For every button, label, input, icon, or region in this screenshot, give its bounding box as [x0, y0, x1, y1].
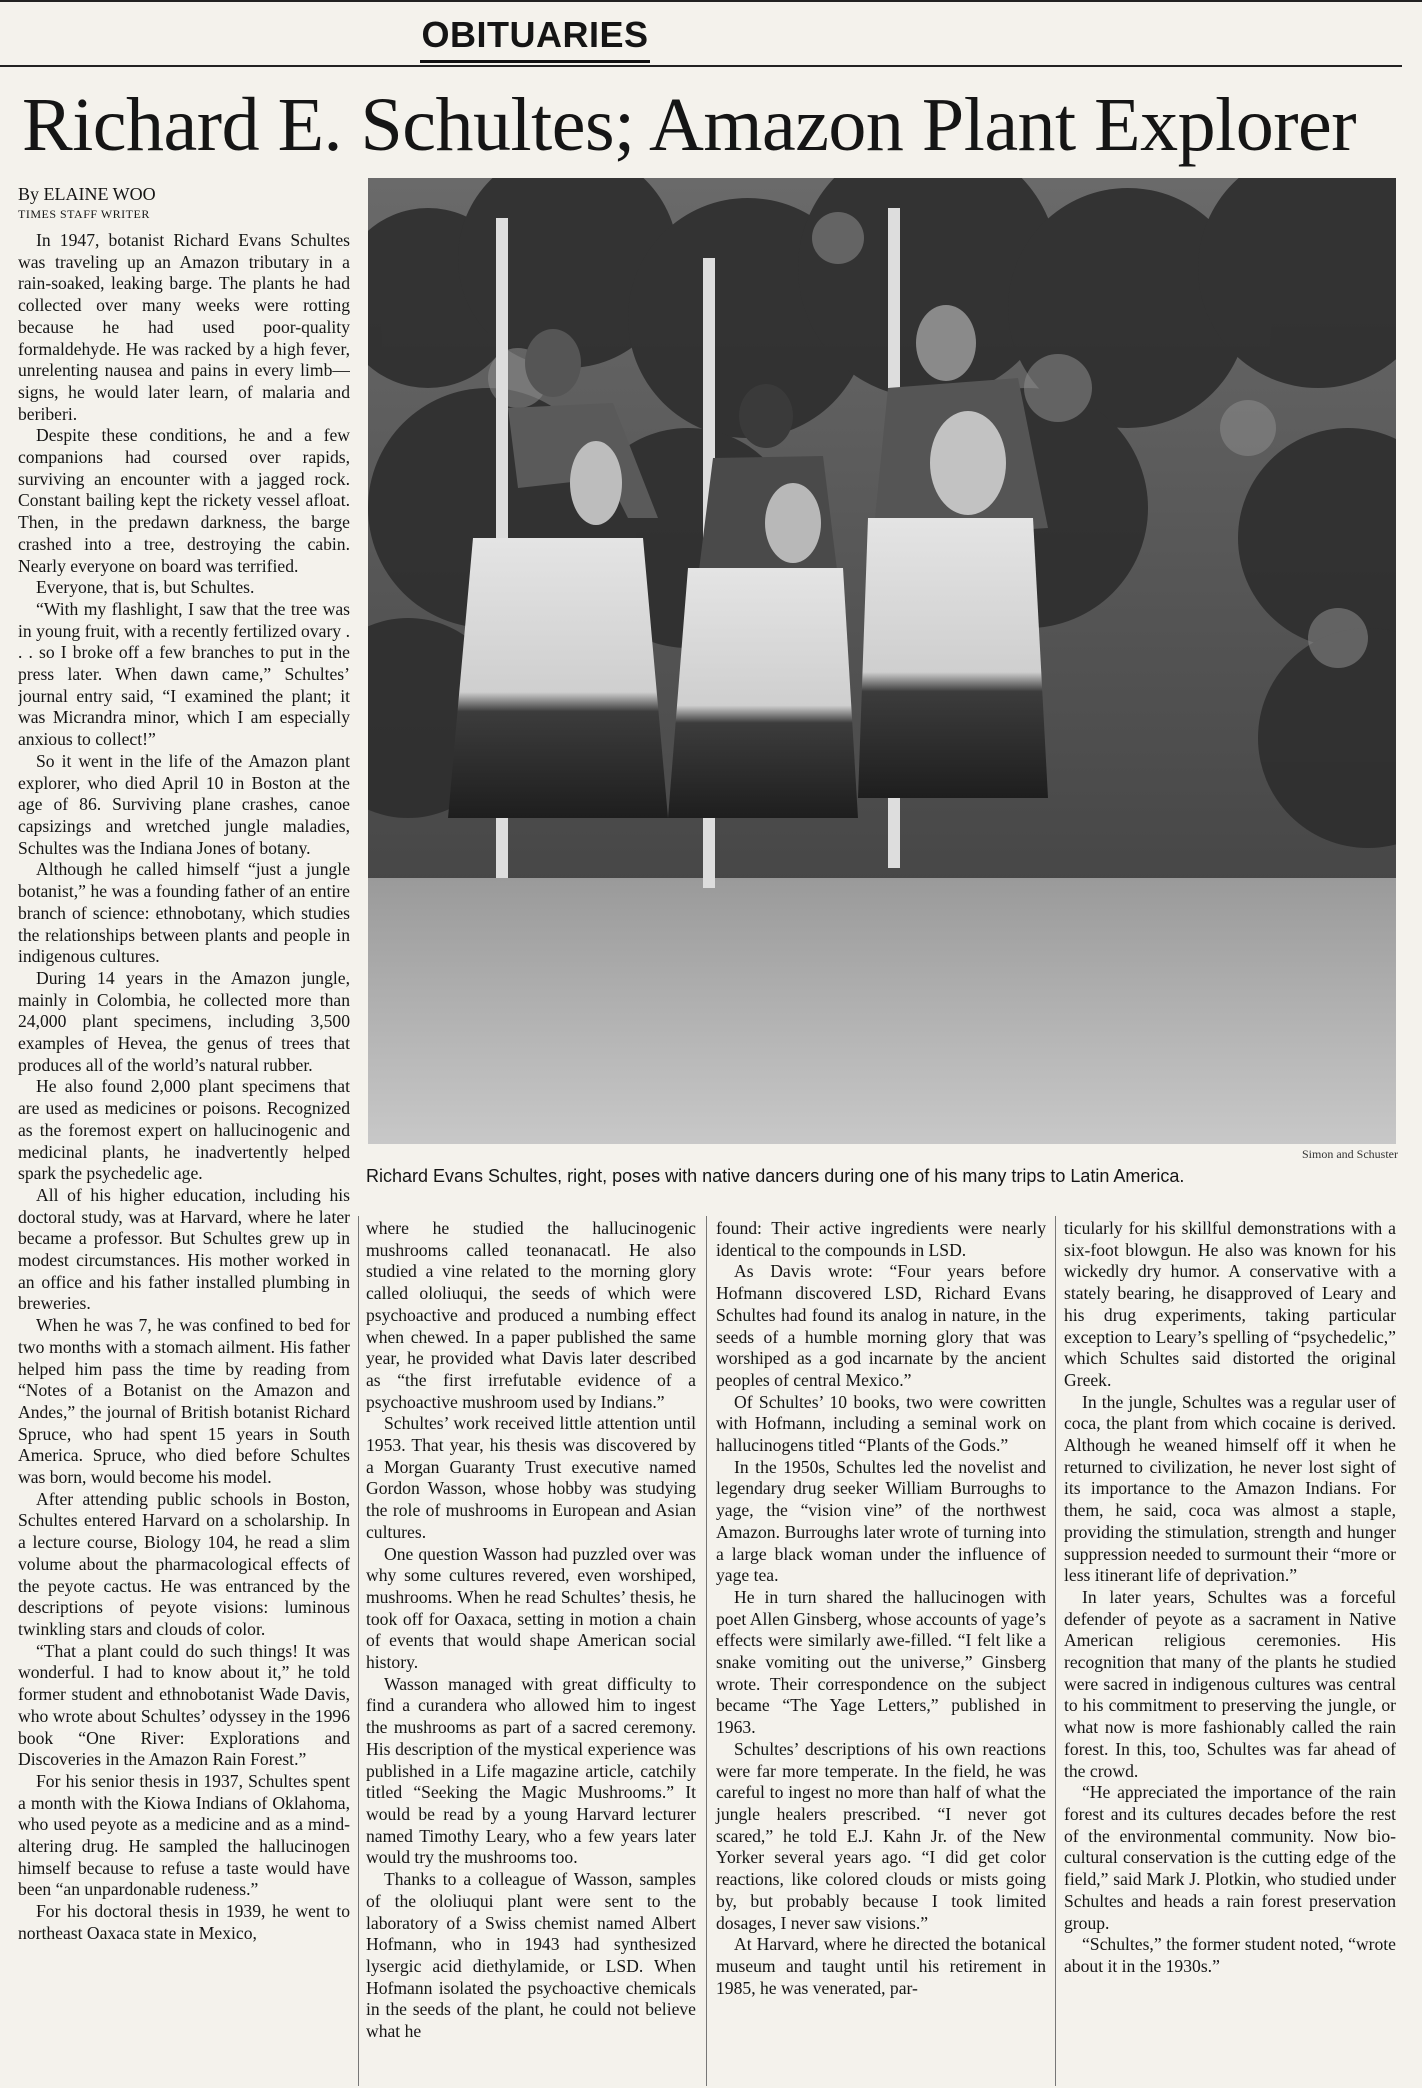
- article-column-3: [716, 1218, 1046, 1999]
- paragraph: found: Their active ingredients were nearly identical to the compounds in LSD.: [716, 1218, 1046, 1260]
- photo-credit: Simon and Schuster: [1302, 1147, 1398, 1161]
- paragraph: Schultes’ descriptions of his own reactions were far more temperate. In the field, he was careful to ingest no more than half of what the jungle healers prescribed. “I never got scared,” he told E.J. Kahn Jr. of the New Yorker several years ago. “I did get color reactions, like colored clouds or mists going by, but probably because I took limited dosages, I never saw visions.”: [716, 1738, 1046, 1933]
- paragraph: He in turn shared the hallucinogen with poet Allen Ginsberg, whose accounts of yage’s effects were similarly awe-filled. “I felt like a snake vomiting out the universe,” Ginsberg wrote. Their correspondence on the subject became “The Yage Letters,” published in 1963.: [716, 1586, 1046, 1738]
- paragraph: During 14 years in the Amazon jungle, mainly in Colombia, he collected more than 24,000 plant specimens, including 3,500 examples of Hevea, the genus of trees that produces all of the world’s natural rubber.: [18, 967, 350, 1075]
- paragraph: Schultes’ work received little attention until 1953. That year, his thesis was discovered by a Morgan Guaranty Trust executive named Gordon Wasson, whose hobby was studying the role of mushrooms in European and Asian cultures.: [366, 1413, 696, 1542]
- paragraph: “With my flashlight, I saw that the tree was in young fruit, with a recently fertilized ovary . . . so I broke off a few branches to put in the press later. When dawn came,” Schultes’ journal entry said, “I examined the plant; it was Micrandra minor, which I am especially anxious to collect!”: [18, 598, 350, 750]
- paragraph: In the jungle, Schultes was a regular user of coca, the plant from which cocaine is derived. Although he weaned himself off it when he returned to civilization, he never lost sight of its importance to the Amazon Indians. For them, he said, coca was almost a staple, providing the stimulation, strength and hunger suppression needed to surmount their “more or less itinerant life of deprivation.”: [1064, 1391, 1396, 1586]
- paragraph: Of Schultes’ 10 books, two were cowritten with Hofmann, including a seminal work on hallucinogens titled “Plants of the Gods.”: [716, 1391, 1046, 1456]
- paragraph: At Harvard, where he directed the botanical museum and taught until his retirement in 1985, he was venerated, par-: [716, 1934, 1046, 1998]
- paragraph: So it went in the life of the Amazon plant explorer, who died April 10 in Boston at the age of 86. Surviving plane crashes, canoe capsizings and wretched jungle maladies, Schultes was the Indiana Jones of botany.: [18, 750, 350, 858]
- paragraph: “That a plant could do such things! It was wonderful. I had to know about it,” he told former student and ethnobotanist Wade Davis, who wrote about Schultes’ odyssey in the 1996 book “One River: Explorations and Discoveries in the Amazon Rain Forest.”: [18, 1640, 350, 1770]
- paragraph: “He appreciated the importance of the rain forest and its cultures decades before the rest of the environmental community. Now bio-cultural conservation is the cutting edge of the field,” said Mark J. Plotkin, who studied under Schultes and heads a rain forest preservation group.: [1064, 1782, 1396, 1933]
- top-rule: [0, 0, 1422, 6]
- paragraph: ticularly for his skillful demonstrations with a six-foot blowgun. He also was known for his wickedly dry humor. A conservative with a stately bearing, he disapproved of Leary and his drug experiments, taking particular exception to Leary’s spelling of “psychedelic,” which Schultes said distorted the original Greek.: [1064, 1218, 1396, 1390]
- paragraph: For his senior thesis in 1937, Schultes spent a month with the Kiowa Indians of Oklahoma, who used peyote as a medicine and as a mind-altering drug. He sampled the hallucinogen himself because to refuse a taste would have been “an unpardonable rudeness.”: [18, 1770, 350, 1900]
- photo-illustration: [368, 178, 1396, 1144]
- paragraph: For his doctoral thesis in 1939, he went to northeast Oaxaca state in Mexico,: [18, 1901, 350, 1943]
- paragraph: All of his higher education, including his doctoral study, was at Harvard, where he later became a professor. But Schultes grew up in modest circumstances. His mother worked in an office and his father installed plumbing in breweries.: [18, 1184, 350, 1314]
- header-rule: [0, 65, 1402, 67]
- paragraph: In later years, Schultes was a forceful defender of peyote as a sacrament in Native American religious ceremonies. His recognition that many of the plants he studied were sacred in indigenous cultures was central to his commitment to preserving the jungle, or what now is more fashionably called the rain forest. In this, too, Schultes was far ahead of the crowd.: [1064, 1586, 1396, 1781]
- article-column-2: [366, 1218, 696, 2043]
- byline: By ELAINE WOO: [18, 184, 156, 204]
- paragraph: Everyone, that is, but Schultes.: [36, 577, 255, 598]
- paragraph: Although he called himself “just a jungle botanist,” he was a founding father of an entire branch of science: ethnobotany, which studies the relationships between plants and people in indigenous cultures.: [18, 859, 350, 967]
- article-column-1: [18, 230, 350, 2085]
- headline: Richard E. Schultes; Amazon Plant Explorer: [22, 83, 1357, 167]
- paragraph: In the 1950s, Schultes led the novelist and legendary drug seeker William Burroughs to yage, the “vision vine” of the northwest Amazon. Burroughs later wrote of turning into a large black woman under the influence of yage tea.: [716, 1456, 1046, 1586]
- photo-caption: Richard Evans Schultes, right, poses with native dancers during one of his many trips to Latin America.: [366, 1166, 1185, 1186]
- paragraph: One question Wasson had puzzled over was why some cultures revered, even worshiped, mushrooms. When he read Schultes’ thesis, he took off for Oaxaca, setting in motion a chain of events that would shape American social history.: [366, 1543, 696, 1673]
- column-divider: [1055, 1216, 1056, 2086]
- paragraph: Wasson managed with great difficulty to find a curandera who allowed him to ingest the mushrooms as part of a sacred ceremony. His description of the mystical experience was published in a Life magazine article, catchily titled “Seeking the Magic Mushrooms.” It would be read by a young Harvard lecturer named Timothy Leary, who a few years later would try the mushrooms too.: [366, 1673, 696, 1868]
- paragraph: After attending public schools in Boston, Schultes entered Harvard on a scholarship. In a lecture course, Biology 104, he read a slim volume about the pharmacological effects of the peyote cactus. He was entranced by the descriptions of peyote visions: luminous twinkling stars and clouds of color.: [18, 1488, 350, 1639]
- photo: [368, 178, 1396, 1144]
- paragraph: He also found 2,000 plant specimens that are used as medicines or poisons. Recognized as the foremost expert on hallucinogenic and medicinal plants, he inadvertently helped spark the psychedelic age.: [18, 1076, 350, 1184]
- paragraph: As Davis wrote: “Four years before Hofmann discovered LSD, Richard Evans Schultes had found its analog in nature, in the seeds of a humble morning glory that was worshiped as a god incarnate by the ancient peoples of central Mexico.”: [716, 1261, 1046, 1390]
- paragraph: Thanks to a colleague of Wasson, samples of the ololiuqui plant were sent to the laboratory of a Swiss chemist named Albert Hofmann, who in 1943 had synthesized lysergic acid diethylamide, or LSD. When Hofmann isolated the psychoactive chemicals in the seeds of the plant, he could not believe what he: [366, 1869, 696, 2042]
- column-divider: [358, 1216, 359, 2086]
- paragraph: In 1947, botanist Richard Evans Schultes was traveling up an Amazon tributary in a rain-soaked, leaking barge. The plants he had collected over many weeks were rotting because he had used poor-quality formaldehyde. He was racked by a high fever, unrelenting nausea and pains in every limb—signs, he would later learn, of malaria and beriberi.: [18, 230, 350, 424]
- column-divider: [706, 1216, 707, 2086]
- article-column-4: [1064, 1218, 1396, 1978]
- section-label: OBITUARIES: [420, 14, 650, 63]
- paragraph: where he studied the hallucinogenic mushrooms called teonanacatl. He also studied a vine related to the morning glory called ololiuqui, the seeds of which were psychoactive and produced a numbing effect when chewed. In a paper published the same year, he provided what Davis later described as “the first irrefutable evidence of a psychoactive mushroom used by Indians.”: [366, 1218, 696, 1412]
- paragraph: “Schultes,” the former student noted, “wrote about it in the 1930s.”: [1064, 1934, 1396, 1976]
- byline-role: TIMES STAFF WRITER: [18, 207, 150, 221]
- paragraph: When he was 7, he was confined to bed for two months with a stomach ailment. His father helped him pass the time by reading from “Notes of a Botanist on the Amazon and Andes,” the journal of British botanist Richard Spruce, who had spent 15 years in South America. Spruce, who died before Schultes was born, would become his model.: [18, 1315, 350, 1488]
- paragraph: Despite these conditions, he and a few companions had coursed over rapids, surviving an encounter with a jagged rock. Constant bailing kept the rickety vessel afloat. Then, in the predawn darkness, the barge crashed into a tree, destroying the cabin. Nearly everyone on board was terrified.: [18, 425, 350, 576]
